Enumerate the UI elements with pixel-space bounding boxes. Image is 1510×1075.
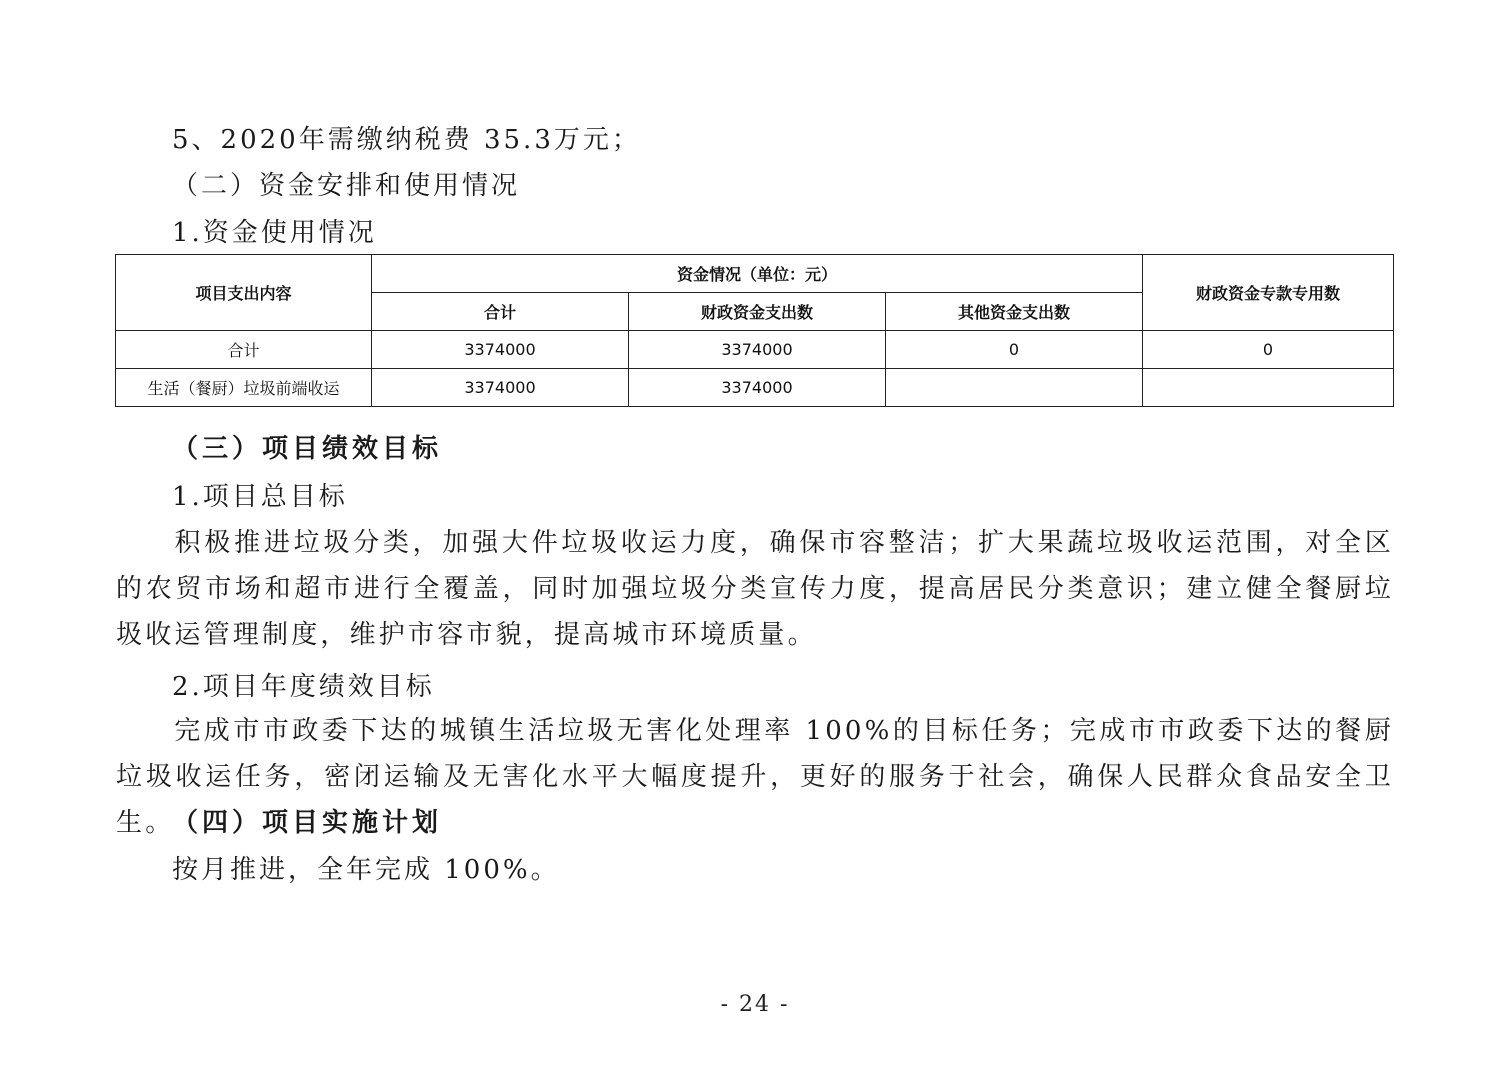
header-other: 其他资金支出数	[886, 293, 1143, 331]
row-fiscal: 3374000	[629, 331, 886, 369]
row-item: 生活（餐厨）垃圾前端收运	[116, 369, 372, 407]
header-fund: 资金情况（单位：元）	[372, 255, 1143, 293]
header-special: 财政资金专款专用数	[1143, 255, 1394, 331]
row-total: 3374000	[372, 331, 629, 369]
row-special: 0	[1143, 331, 1394, 369]
row-fiscal: 3374000	[629, 369, 886, 407]
plan-line: 按月推进，全年完成 100%。	[172, 855, 560, 885]
row-other: 0	[886, 331, 1143, 369]
section-two-heading: （二）资金安排和使用情况	[172, 171, 521, 201]
table-row	[116, 369, 1394, 407]
annual-goal-text: 完成市市政委下达的城镇生活垃圾无害化处理率 100%的目标任务；完成市市政委下达的餐厨垃圾收运任务，密闭运输及无害化水平大幅度提升，更好的服务于社会，确保人民群众食品安全卫生。	[116, 716, 1394, 838]
tax-line: 5、2020年需缴纳税费 35.3万元；	[172, 125, 641, 155]
overall-goal-heading: 1.项目总目标	[172, 482, 348, 512]
overall-goal-paragraph	[116, 520, 1394, 658]
annual-goal-heading: 2.项目年度绩效目标	[172, 672, 435, 702]
row-item: 合计	[116, 331, 372, 369]
section-four-heading: （四）项目实施计划	[172, 808, 443, 838]
header-total: 合计	[372, 293, 629, 331]
header-item: 项目支出内容	[116, 255, 372, 331]
row-special	[1143, 369, 1394, 407]
page-number: - 24 -	[720, 992, 790, 1017]
header-fiscal: 财政资金支出数	[629, 293, 886, 331]
row-total: 3374000	[372, 369, 629, 407]
section-three-heading: （三）项目绩效目标	[172, 434, 443, 464]
fund-table	[115, 254, 1394, 407]
fund-usage-heading: 1.资金使用情况	[172, 218, 377, 248]
overall-goal-text: 积极推进垃圾分类，加强大件垃圾收运力度，确保市容整洁；扩大果蔬垃圾收运范围，对全区的农贸市场和超市进行全覆盖，同时加强垃圾分类宣传力度，提高居民分类意识；建立健全餐厨垃圾收运管理制度，维护市容市貌，提高城市环境质量。	[116, 528, 1394, 650]
table-row	[116, 331, 1394, 369]
row-other	[886, 369, 1143, 407]
